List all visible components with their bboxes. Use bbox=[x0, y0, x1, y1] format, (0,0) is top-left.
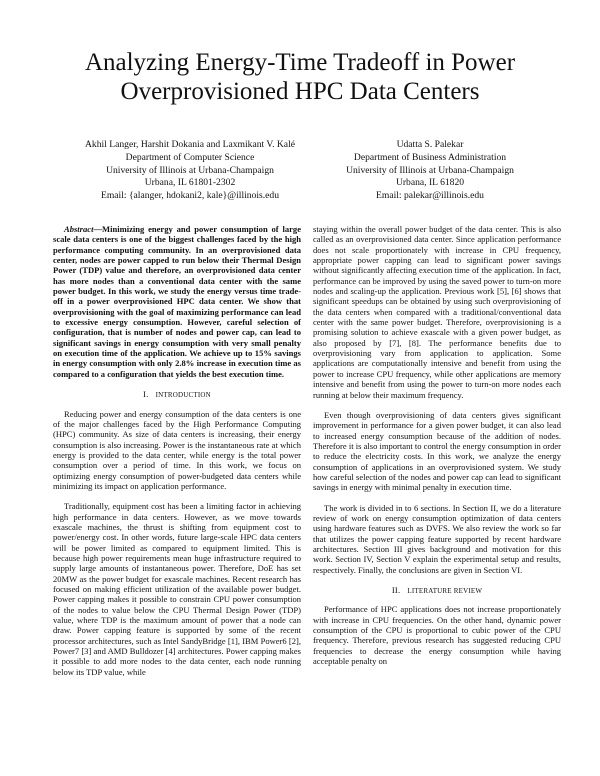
author-block-2 bbox=[330, 139, 530, 202]
author-department: Department of Business Administration bbox=[353, 152, 507, 164]
author-department: Department of Computer Science bbox=[125, 152, 255, 164]
section-title: LITERATURE REVIEW bbox=[407, 587, 483, 595]
abstract bbox=[53, 224, 301, 379]
author-university: University of Illinois at Urbana-Champaign bbox=[346, 164, 514, 176]
author-email: Email: palekar@illinois.edu bbox=[376, 189, 484, 201]
author-university: University of Illinois at Urbana-Champaign bbox=[106, 164, 274, 176]
author-city: Urbana, IL 61801-2302 bbox=[144, 177, 236, 189]
section-heading-introduction bbox=[53, 389, 301, 400]
section-number: II. bbox=[391, 585, 401, 595]
section-title: INTRODUCTION bbox=[155, 391, 211, 400]
author-names: Akhil Langer, Harshit Dokania and Laxmikant V. Kalé bbox=[84, 139, 295, 150]
author-city: Urbana, IL 61820 bbox=[395, 177, 465, 189]
left-column bbox=[53, 224, 301, 687]
section-heading-literature-review bbox=[313, 585, 561, 596]
author-email: Email: {alanger, hdokani2, kale}@illinois.edu bbox=[100, 189, 280, 201]
body-paragraph: Traditionally, equipment cost has been a limiting factor in achieving high performance in data centers. However, as we move towards exascale machines, the thrust is shifting from equipment cost to power/energy cost. In other words, future large-scale HPC data centers will be power limited as compared to equipment limited. This is because high power requirements mean huge infrastructure required to supply large amounts of instantaneous power. Therefore, DoE has set 20MW as the power budget for exascale machines. Recent research has focused on making efficient utilization of the available power budget. Power capping makes it possible to constrain CPU power consumption of the nodes to value below the CPU Thermal Design Power (TDP) value, where TDP is the maximum amount of power that a node can draw. Power capping feature is supported by some of the recent processor architectures, such as Intel SandyBridge [1], IBM Power6 [2], Power7 [3] and AMD Bulldozer [4] architectures. Power capping makes it possible to add more nodes to the data center, each node running below its TDP value, while bbox=[53, 501, 301, 677]
abstract-label: Abstract bbox=[64, 224, 94, 234]
body-paragraph: Reducing power and energy consumption of the data centers is one of the major challenges faced by the High Performance Computing (HPC) community. As size of data centers is increasing, their energy consumption is also increasing. Power is the instantaneous rate at which energy is provided to the data center, while energy is the total power consumption over a period of time. In this work, we focus on optimizing energy consumption of power-budgeted data centers while minimizing its impact on application performance. bbox=[53, 408, 301, 491]
paper-title: Analyzing Energy-Time Tradeoff in Power Overprovisioned HPC Data Centers bbox=[84, 49, 516, 105]
body-paragraph: staying within the overall power budget of the data center. This is also called as an overprovisioned data center. Since application performance does not scale proportionately with increase in CPU frequency, appropriate power capping can lead to significant power savings without significantly affecting execution time of the application. In fact, performance can be improved by using the saved power to turn-on more nodes and scaling-up the application. Previous work [5], [6] shows that significant speedups can be obtained by using such overprovisioning of the data centers when compared with a traditional/conventional data center with the same power budget. Therefore, overprovisioning is a promising solution to achieve exascale with a given power budget, as also proposed by [7], [8]. The performance benefits due to overprovisioning vary from application to application. Some applications are computationally intensive and benefit from using the power to increase CPU frequency, while other applications are memory intensive and benefit from using the power to turn-on more nodes each running at below their maximum frequency. bbox=[313, 224, 561, 400]
body-paragraph: The work is divided in to 6 sections. In Section II, we do a literature review of work on energy consumption optimization of data centers using hardware features such as DVFS. We also review the work so far that utilizes the power capping feature supported by recent hardware architectures. Section III gives background and motivation for this work. Section IV, Section V explain the experimental setup and results, respectively. Finally, the conclusions are given in Section VI. bbox=[313, 502, 561, 575]
abstract-text: —Minimizing energy and power consumption of large scale data centers is one of the biggest challenges faced by the high performance computing community. In an overprovisioned data center, nodes are power capped to run below their Thermal Design Power (TDP) value and therefore, an overprovisioned data center has more nodes than a conventional data center with the same power budget. In this work, we study the energy versus time trade-off in a power overprovisioned HPC data center. We show that overprovisioning with the goal of maximizing performance can lead to excessive energy consumption. However, careful selection of configuration, that is number of nodes and power cap, can lead to significant savings in energy consumption with very small penalty on execution time of the application. We achieve up to 15% savings in energy consumption with only 2.8% increase in execution time as compared to a configuration that yields the best execution time. bbox=[53, 224, 301, 379]
section-number: I. bbox=[143, 389, 149, 400]
right-column bbox=[313, 224, 561, 676]
author-names: Udatta S. Palekar bbox=[396, 139, 464, 150]
author-block-1 bbox=[40, 139, 340, 202]
body-paragraph: Performance of HPC applications does not increase proportionately with increase in CPU frequencies. On the other hand, dynamic power consumption of the CPU is proportional to cubic power of the CPU frequency. Therefore, previous research has suggested reducing CPU frequencies to decrease the energy consumption while having acceptable penalty on bbox=[313, 604, 561, 667]
body-paragraph: Even though overprovisioning of data centers gives significant improvement in performance for a given power budget, it can also lead to increased energy consumption because of the addition of nodes. Therefore it is also important to control the energy consumption in order to reduce the electricity costs. In this work, we analyze the energy consumption of applications in an overprovisioned system. We study how careful selection of the nodes and power cap can lead to significant savings in energy with minimal penalty in execution time. bbox=[313, 409, 561, 493]
